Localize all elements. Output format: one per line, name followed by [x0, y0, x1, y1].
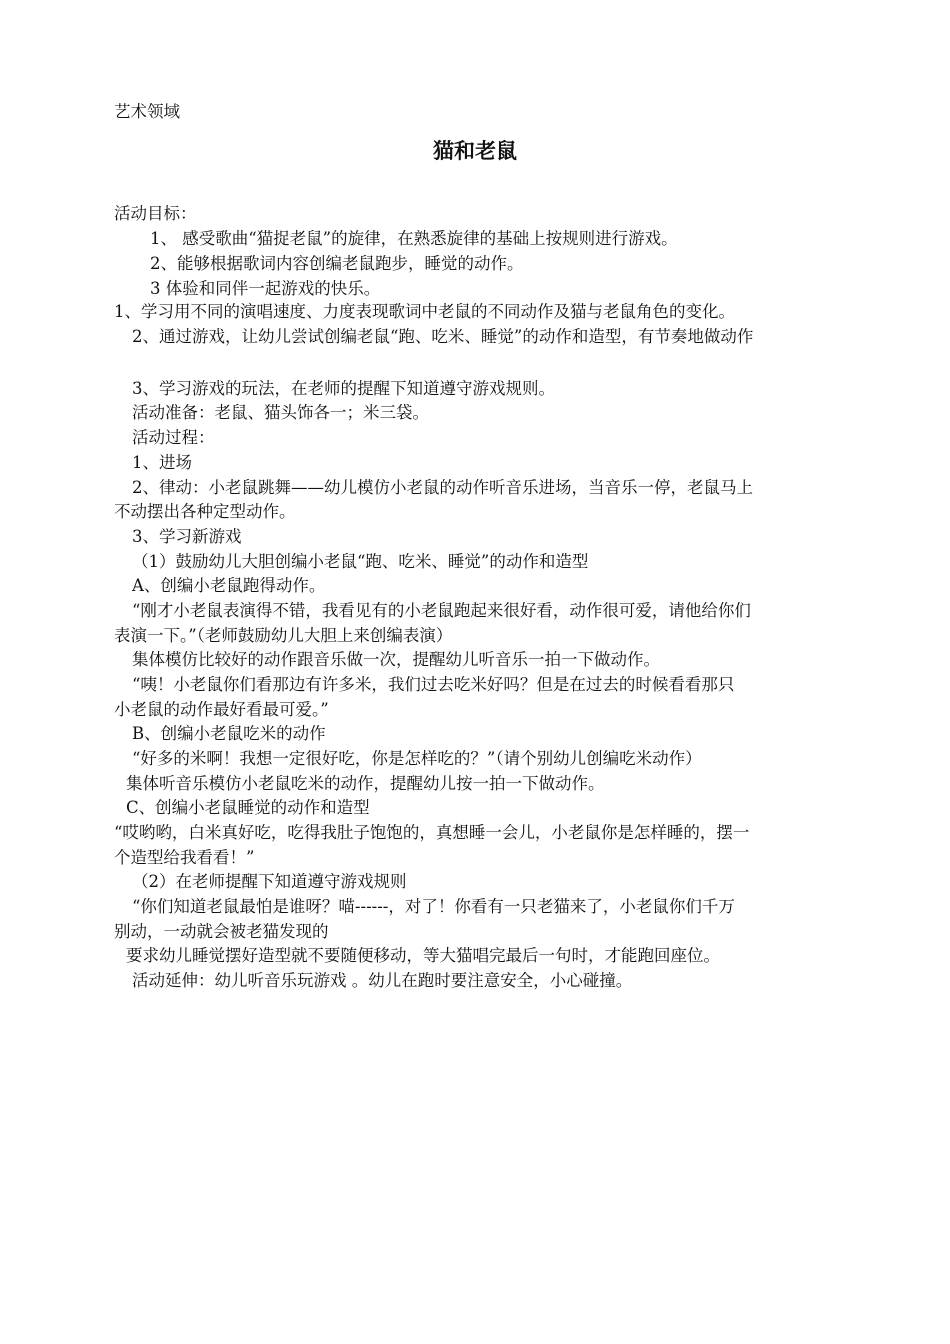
- section-a-quote-line-3: “咦！小老鼠你们看那边有许多米，我们过去吃米好吗？但是在过去的时候看看那只: [132, 675, 735, 694]
- rule-requirement: 要求幼儿睡觉摆好造型就不要随便移动，等大猫唱完最后一句时，才能跑回座位。: [126, 946, 720, 965]
- section-a-quote-line-4: 小老鼠的动作最好看最可爱。”: [114, 700, 329, 719]
- goal-item-1: 1、 感受歌曲“猫捉老鼠”的旋律，在熟悉旋律的基础上按规则进行游戏。: [150, 229, 678, 248]
- aim-item-1: 1、学习用不同的演唱速度、力度表现歌词中老鼠的不同动作及猫与老鼠角色的变化。: [114, 302, 735, 321]
- activity-extension: 活动延伸：幼儿听音乐玩游戏 。幼儿在跑时要注意安全，小心碰撞。: [132, 971, 633, 990]
- section-b-collective: 集体听音乐模仿小老鼠吃米的动作，提醒幼儿按一拍一下做动作。: [126, 774, 605, 793]
- step-1: 1、进场: [132, 453, 192, 472]
- step-2-line-2: 不动摆出各种定型动作。: [114, 502, 296, 521]
- section-b-heading: B、创编小老鼠吃米的动作: [132, 724, 326, 743]
- rule-quote-line-2: 别动，一动就会被老猫发现的: [114, 922, 329, 941]
- step-3: 3、学习新游戏: [132, 527, 242, 546]
- sub-step-2: （2）在老师提醒下知道遵守游戏规则: [132, 872, 407, 891]
- doc-category: 艺术领域: [114, 102, 180, 121]
- rule-quote-line-1: “你们知道老鼠最怕是谁呀？喵------，对了！你看有一只老猫来了，小老鼠你们千万: [132, 897, 735, 916]
- goal-item-3: 3 体验和同伴一起游戏的快乐。: [150, 279, 381, 298]
- process-heading: 活动过程：: [132, 428, 215, 447]
- step-2-line-1: 2、律动：小老鼠跳舞——幼儿模仿小老鼠的动作听音乐进场，当音乐一停，老鼠马上: [132, 478, 753, 497]
- doc-title: 猫和老鼠: [433, 139, 517, 163]
- section-c-heading: C、创编小老鼠睡觉的动作和造型: [126, 798, 370, 817]
- section-a-heading: A、创编小老鼠跑得动作。: [132, 576, 326, 595]
- section-a-quote-line-2: 表演一下。”（老师鼓励幼儿大胆上来创编表演）: [114, 626, 453, 645]
- aim-item-3: 3、学习游戏的玩法，在老师的提醒下知道遵守游戏规则。: [132, 379, 555, 398]
- preparation: 活动准备：老鼠、猫头饰各一；米三袋。: [132, 403, 429, 422]
- section-b-quote: “好多的米啊！我想一定很好吃，你是怎样吃的？”（请个别幼儿创编吃米动作）: [132, 749, 702, 768]
- goals-heading: 活动目标：: [114, 204, 197, 223]
- section-a-collective: 集体模仿比较好的动作跟音乐做一次，提醒幼儿听音乐一拍一下做动作。: [132, 650, 660, 669]
- aim-item-2: 2、通过游戏，让幼儿尝试创编老鼠“跑、吃米、睡觉”的动作和造型，有节奏地做动作: [132, 327, 754, 346]
- section-a-quote-line-1: “刚才小老鼠表演得不错，我看见有的小老鼠跑起来很好看，动作很可爱，请他给你们: [132, 601, 751, 620]
- goal-item-2: 2、能够根据歌词内容创编老鼠跑步，睡觉的动作。: [150, 254, 524, 273]
- sub-step-1: （1）鼓励幼儿大胆创编小老鼠“跑、吃米、睡觉”的动作和造型: [132, 552, 589, 571]
- section-c-quote-line-1: “哎哟哟，白米真好吃，吃得我肚子饱饱的，真想睡一会儿，小老鼠你是怎样睡的，摆一: [114, 823, 750, 842]
- section-c-quote-line-2: 个造型给我看看！”: [114, 848, 255, 867]
